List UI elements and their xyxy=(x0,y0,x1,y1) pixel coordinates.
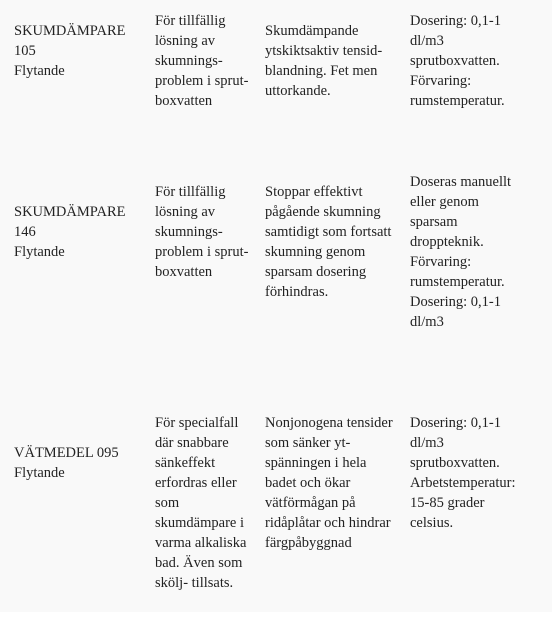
product-name-cell xyxy=(14,21,125,81)
cell-line: färgpåbyggnad xyxy=(265,535,352,551)
cell-line: Flytande xyxy=(14,63,65,79)
cell-line: spänningen i hela xyxy=(265,455,367,471)
description-cell xyxy=(265,182,391,302)
cell-line: boxvatten xyxy=(155,264,213,280)
cell-line: Arbetstemperatur: xyxy=(410,475,516,491)
cell-line: eller genom xyxy=(410,194,479,210)
cell-line: Nonjonogena tensider xyxy=(265,415,393,431)
cell-line: skumning genom xyxy=(265,244,366,260)
usage-cell xyxy=(155,11,248,111)
cell-line: celsius. xyxy=(410,515,454,531)
cell-line: Doseras manuellt xyxy=(410,174,512,190)
cell-line: Flytande xyxy=(14,244,65,260)
cell-line: sparsam xyxy=(410,214,458,230)
cell-line: varma alkaliska xyxy=(155,535,247,551)
cell-line: vätförmågan på xyxy=(265,495,356,511)
cell-line: ytskiktsaktiv tensid- xyxy=(265,43,383,59)
cell-line: Förvaring: xyxy=(410,254,472,270)
cell-line: Dosering: 0,1-1 xyxy=(410,294,502,310)
cell-line: 146 xyxy=(14,224,36,240)
cell-line: pågående skumning xyxy=(265,204,381,220)
product-name-cell xyxy=(14,443,119,483)
cell-line: blandning. Fet men xyxy=(265,63,378,79)
usage-cell xyxy=(155,413,246,593)
cell-line: Förvaring: xyxy=(410,73,472,89)
cell-line: förhindras. xyxy=(265,284,329,300)
cell-line: Flytande xyxy=(14,465,65,481)
cell-line: samtidigt som fortsatt xyxy=(265,224,392,240)
product-name-cell xyxy=(14,202,125,262)
cell-line: problem i sprut- xyxy=(155,244,249,260)
description-cell xyxy=(265,413,393,553)
cell-line: droppteknik. xyxy=(410,234,484,250)
cell-line: rumstemperatur. xyxy=(410,93,505,109)
page-bottom-margin xyxy=(0,612,552,624)
cell-line: som sänker yt- xyxy=(265,435,351,451)
cell-line: sänkeffekt xyxy=(155,455,216,471)
cell-line: skumnings- xyxy=(155,224,223,240)
cell-line: Dosering: 0,1-1 xyxy=(410,415,502,431)
usage-cell xyxy=(155,182,248,282)
cell-line: dl/m3 xyxy=(410,33,444,49)
cell-line: sprutboxvatten. xyxy=(410,53,500,69)
notes-cell xyxy=(410,413,516,533)
cell-line: För tillfällig xyxy=(155,184,226,200)
cell-line: dl/m3 xyxy=(410,314,444,330)
cell-line: boxvatten xyxy=(155,93,213,109)
cell-line: skumnings- xyxy=(155,53,223,69)
cell-line: För specialfall xyxy=(155,415,239,431)
cell-line: där snabbare xyxy=(155,435,229,451)
cell-line: För tillfällig xyxy=(155,13,226,29)
cell-line: SKUMDÄMPARE xyxy=(14,23,126,39)
cell-line: 105 xyxy=(14,43,36,59)
cell-line: Stoppar effektivt xyxy=(265,184,363,200)
cell-line: uttorkande. xyxy=(265,83,331,99)
cell-line: skölj- tillsats. xyxy=(155,575,234,591)
cell-line: rumstemperatur. xyxy=(410,274,505,290)
cell-line: VÄTMEDEL 095 xyxy=(14,445,119,461)
cell-line: lösning av xyxy=(155,33,216,49)
cell-line: som xyxy=(155,495,180,511)
cell-line: Dosering: 0,1-1 xyxy=(410,13,502,29)
cell-line: dl/m3 xyxy=(410,435,444,451)
description-cell xyxy=(265,21,382,101)
cell-line: problem i sprut- xyxy=(155,73,249,89)
cell-line: sparsam dosering xyxy=(265,264,367,280)
cell-line: lösning av xyxy=(155,204,216,220)
cell-line: badet och ökar xyxy=(265,475,351,491)
cell-line: Skumdämpande xyxy=(265,23,359,39)
cell-line: sprutboxvatten. xyxy=(410,455,500,471)
cell-line: erfordras eller xyxy=(155,475,237,491)
cell-line: skumdämpare i xyxy=(155,515,244,531)
cell-line: bad. Även som xyxy=(155,555,243,571)
cell-line: SKUMDÄMPARE xyxy=(14,204,126,220)
notes-cell xyxy=(410,172,511,332)
cell-line: 15-85 grader xyxy=(410,495,485,511)
notes-cell xyxy=(410,11,505,111)
cell-line: ridåplåtar och hindrar xyxy=(265,515,391,531)
